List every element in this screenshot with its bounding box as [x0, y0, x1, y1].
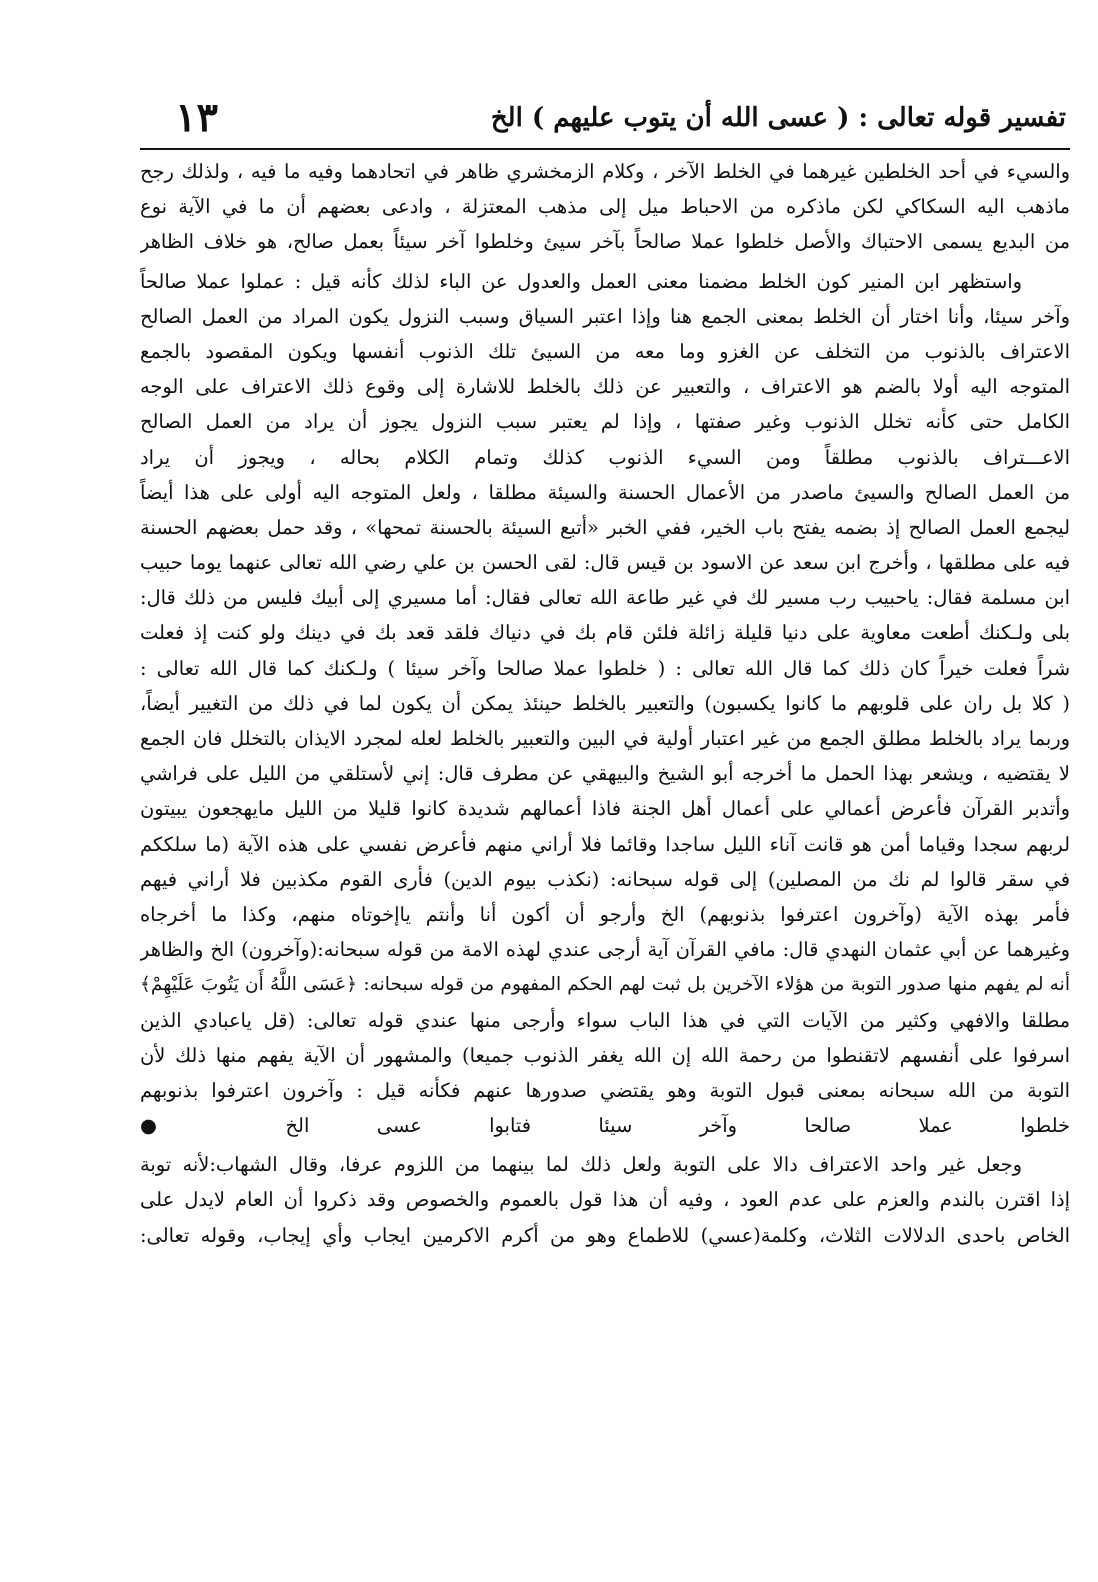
text-line: الاعتراف بالذنوب من التخلف عن الغزو وما معه من السيئ تلك الذنوب أنفسها ويكون المقصود بالجمع	[140, 339, 1070, 363]
paragraph	[140, 1147, 1070, 1253]
text-line: ابن مسلمة فقال: ياحبيب رب مسير لك في غير طاعة الله تعالى فقال: أما مسيري إلى أبيك فليس من ذلك قال:	[140, 586, 1070, 610]
text-line: وأتدبر القرآن فأعرض أعمالي على أعمال أهل الجنة فاذا أعمالهم شديدة كانوا قليلا من الليل مايهجعون يبيتون	[140, 797, 1070, 821]
text-line: فيه على مطلقها ، وأخرج ابن سعد عن الاسود بن قيس قال: لقى الحسن بن علي رضي الله تعالى عنهما يوما حبيب	[140, 551, 1070, 575]
text-line: بلى ولـكنك أطعت معاوية على دنيا قليلة زائلة فلئن قام بك في دنياك فلقد قعد بك في دينك ولو كنت إذ فعلت	[140, 621, 1070, 645]
body-text	[140, 154, 1070, 1253]
text-line: الكامل حتى كأنه تخلل الذنوب وغير صفتها ، وإذا لم يعتبر سبب النزول يجوز أن يراد من العمل الصالح	[140, 410, 1070, 434]
text-line: فأمر بهذه الآية (وآخرون اعترفوا بذنوبهم) الخ وأرجو أن أكون أنا وأنتم ياإخوتاه منهم، وكذا ما أخرجاه	[140, 902, 1070, 926]
text-line: المتوجه اليه أولا بالضم هو الاعتراف ، والتعبير عن ذلك بالخلط للاشارة إلى وقوع ذلك الاعتراف على الوجه	[140, 375, 1070, 399]
paragraph	[140, 154, 1070, 260]
text-line: وجعل غير واحد الاعتراف دالا على التوبة ولعل ذلك لما بينهما من اللزوم عرفا، وقال الشهاب:لأنه توبة	[140, 1153, 1022, 1177]
text-line: أنه لم يفهم منها صدور التوبة من هؤلاء الآخرين بل ثبت لهم الحكم المفهوم من قوله سبحانه: ﴿عَسَى اللَّهُ أَن يَتُوبَ عَلَيْهِمْ﴾	[140, 974, 1070, 996]
text-line: في سقر قالوا لم نك من المصلين) إلى قوله سبحانه: (نكذب بيوم الدين) فأرى القوم مكذبين فلا أراني فيهم	[140, 867, 1070, 891]
text-line: لا يقتضيه ، ويشعر بهذا الحمل ما أخرجه أبو الشيخ والبيهقي عن مطرف قال: إني لأستلقي من الليل على فراشي	[140, 762, 1070, 786]
text-line: ماذهب اليه السكاكي لكن ماذكره من الاحباط ميل إلى مذهب المعتزلة ، وادعى بعضهم أن ما في الآية نوع	[140, 195, 1070, 219]
text-line: مطلقا والافهي وكثير من الآيات التي في هذا الباب سواء وأرجى منها عندي قوله تعالى: (قل ياعبادي الذين	[140, 1008, 1070, 1032]
text-line: خلطوا عملا صالحا وآخر سيئا فتابوا عسى الخ ●	[140, 1114, 1070, 1138]
text-line: ( كلا بل ران على قلوبهم ما كانوا يكسبون) والتعبير بالخلط حينئذ يمكن أن يكون لما في ذلك من التغيير أيضاً،	[140, 691, 1070, 715]
text-line: التوبة من الله سبحانه بمعنى قبول التوبة وهو يقتضي صدورها عنهم فكأنه قيل : وآخرون اعترفوا بذنوبهم	[140, 1078, 1070, 1102]
text-line: والسيء في أحد الخلطين غيرهما في الخلط الآخر ، وكلام الزمخشري ظاهر في اتحادهما وفيه ما فيه ، ولذلك رجح	[140, 160, 1070, 183]
page-header	[140, 92, 1070, 144]
text-line: شراً فعلت خيراً كان ذلك كما قال الله تعالى : ( خلطوا عملا صالحا وآخر سيئا ) ولـكنك كما قال الله تعالى :	[140, 656, 1070, 680]
text-line: من العمل الصالح والسيئ ماصدر من الأعمال الحسنة والسيئة مطلقا ، ولعل المتوجه اليه أولى على هذا أيضاً	[140, 480, 1070, 504]
paragraph	[140, 264, 1070, 1144]
text-line: إذا اقترن بالندم والعزم على عدم العود ، وفيه أن هذا قول بالعموم والخصوص وقد ذكروا أن العام لايدل على	[140, 1188, 1070, 1212]
text-line: ليجمع العمل الصالح إذ بضمه يفتح باب الخير، ففي الخبر «أتبع السيئة بالحسنة تمحها» ، وقد حمل بعضهم الحسنة	[140, 515, 1070, 539]
text-line: واستظهر ابن المنير كون الخلط مضمنا معنى العمل والعدول عن الباء لذلك كأنه قيل : عملوا عملا صالحاً	[140, 269, 1022, 293]
text-line: اسرفوا على أنفسهم لاتقنطوا من رحمة الله إن الله يغفر الذنوب جميعا) والمشهور أن الآية يفهم منها ذلك لأن	[140, 1043, 1070, 1067]
text-line: وربما يراد بالخلط مطلق الجمع من غير اعتبار أولية في البين والتعبير بالخلط لعله لمجرد الايذان بالتخلل فان الجمع	[140, 727, 1070, 750]
text-line: وغيرهما عن أبي عثمان النهدي قال: مافي القرآن آية أرجى عندي لهذه الامة من قوله سبحانه:(وآخرون) الخ والظاهر	[140, 938, 1070, 962]
text-line: من البديع يسمى الاحتباك والأصل خلطوا عملا صالحاً بآخر سيئ وخلطوا آخر سيئاً بعمل صالح، هو خلاف الظاهر	[140, 230, 1070, 254]
text-line: الخاص باحدى الدلالات الثلاث، وكلمة(عسي) للاطماع وهو من أكرم الاكرمين ايجاب وأي إيجاب، وقوله تعالى:	[140, 1223, 1070, 1247]
text-line: لربهم سجدا وقياما أمن هو قانت آناء الليل ساجدا وقائما فلا أراني منهم فأعرض نفسي على هذه الآية (ما سلككم	[140, 832, 1070, 856]
text-line: وآخر سيئا، وأنا اختار أن الخلط بمعنى الجمع هنا وإذا اعتبر السياق وسبب النزول يكون المراد من العمل الصالح	[140, 304, 1070, 328]
page-number: ١٣	[175, 94, 218, 141]
text-line: الاعـــتراف بالذنوب مطلقاً ومن السيء الذنوب كذلك وتمام الكلام بحاله ، ويجوز أن يراد	[140, 445, 1070, 469]
running-title: تفسير قوله تعالى : ( عسى الله أن يتوب عليهم ) الخ	[490, 103, 1066, 133]
header-rule	[140, 148, 1070, 150]
